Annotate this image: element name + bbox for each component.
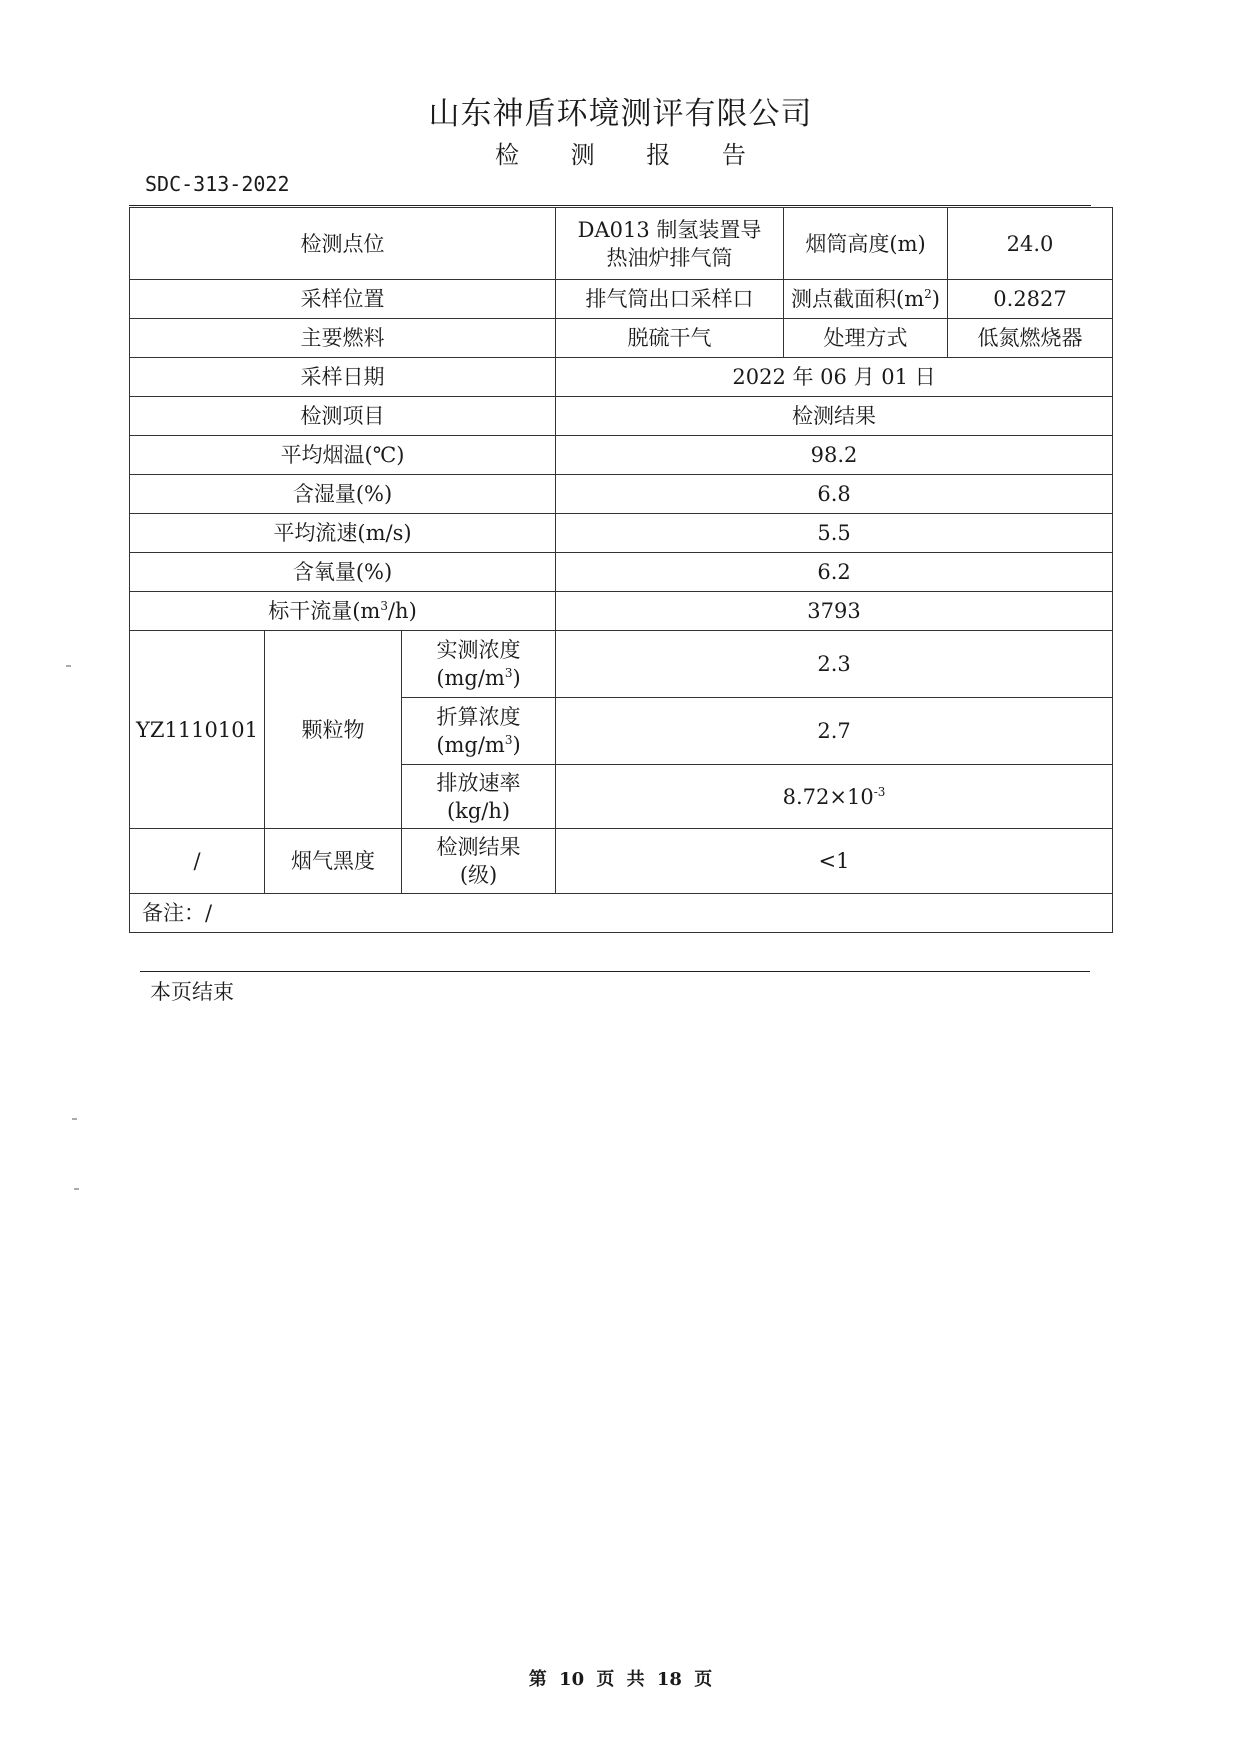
row-remark [130,894,1113,933]
converted-unit-close: ) [512,733,521,757]
result-header: 检测结果 [556,397,1113,436]
row-sampling-date [130,358,1113,397]
end-of-page-text: 本页结束 [150,980,234,1004]
point-label: 检测点位 [130,208,556,280]
param-label: 含湿量(%) [130,475,556,514]
measured-unit-sup: 3 [504,666,513,680]
row-fuel [130,319,1113,358]
row-avg-temperature [130,436,1113,475]
document-title: 检 测 报 告 [495,141,768,169]
sampling-position-label: 采样位置 [130,280,556,319]
stack-height-label: 烟筒高度(m) [784,208,948,280]
converted-label-text: 折算浓度 [436,705,521,729]
row-measured-concentration [130,631,1113,698]
converted-value: 2.7 [556,698,1113,765]
smoke-unit: (级) [459,863,498,887]
fuel-label: 主要燃料 [130,319,556,358]
flow-value: 3793 [556,592,1113,631]
converted-unit-text: (mg/m [436,733,505,757]
measured-label [402,631,556,698]
scan-speck [72,1118,77,1120]
flow-label-close: /h) [387,599,417,623]
converted-label [402,698,556,765]
measured-unit [404,664,553,692]
area-label [784,280,948,319]
point-value-line1: DA013 制氢装置导 [577,217,762,242]
smoke-value: <1 [556,829,1113,894]
measured-label-text: 实测浓度 [436,638,521,662]
rate-value-exp: -3 [873,784,886,799]
point-value [556,208,784,280]
param-value: 5.5 [556,514,1113,553]
converted-unit-sup: 3 [504,733,513,747]
smoke-label-text: 检测结果 [436,835,521,859]
row-standard-flow [130,592,1113,631]
top-rule [129,205,1091,206]
scan-speck [66,665,71,667]
param-value: 98.2 [556,436,1113,475]
point-value-line2: 热油炉排气筒 [606,245,733,270]
date-label: 采样日期 [130,358,556,397]
rate-value-base: 8.72×10 [782,784,874,809]
flow-label-text: 标干流量(m [268,599,381,623]
sampling-position-value: 排气筒出口采样口 [556,280,784,319]
param-label: 含氧量(%) [130,553,556,592]
particulate-code: YZ1110101 [130,631,265,829]
report-table [129,207,1113,933]
smoke-code: / [130,829,265,894]
scan-speck [74,1188,79,1190]
row-monitoring-point [130,208,1113,280]
row-table-header [130,397,1113,436]
measured-value: 2.3 [556,631,1113,698]
row-moisture [130,475,1113,514]
smoke-name: 烟气黑度 [265,829,402,894]
converted-unit [404,731,553,759]
area-value: 0.2827 [948,280,1113,319]
rate-value [556,765,1113,829]
company-name: 山东神盾环境测评有限公司 [428,96,813,132]
rate-label-text: 排放速率 [436,770,521,795]
param-value: 6.8 [556,475,1113,514]
area-label-close: ) [931,287,940,311]
flow-label [130,592,556,631]
particulate-name: 颗粒物 [265,631,402,829]
document-number: SDC-313-2022 [145,172,290,196]
measured-unit-close: ) [512,666,521,690]
param-value: 6.2 [556,553,1113,592]
remark: 备注：/ [130,894,1113,933]
rate-label [402,765,556,829]
area-label-sup: 2 [924,287,932,301]
treatment-label: 处理方式 [784,319,948,358]
row-sampling-position [130,280,1113,319]
item-header: 检测项目 [130,397,556,436]
param-label: 平均烟温(℃) [130,436,556,475]
row-oxygen [130,553,1113,592]
param-label: 平均流速(m/s) [130,514,556,553]
area-label-text: 测点截面积(m [791,287,925,311]
measured-unit-text: (mg/m [436,666,505,690]
row-avg-velocity [130,514,1113,553]
rate-unit: (kg/h) [446,798,511,823]
treatment-value: 低氮燃烧器 [948,319,1113,358]
date-value: 2022 年 06 月 01 日 [556,358,1113,397]
row-smoke-blackness [130,829,1113,894]
fuel-value: 脱硫干气 [556,319,784,358]
page-number: 第 10 页 共 18 页 [528,1669,713,1690]
stack-height-value: 24.0 [948,208,1113,280]
smoke-label [402,829,556,894]
end-rule [140,971,1090,972]
flow-label-sup: 3 [380,599,388,613]
